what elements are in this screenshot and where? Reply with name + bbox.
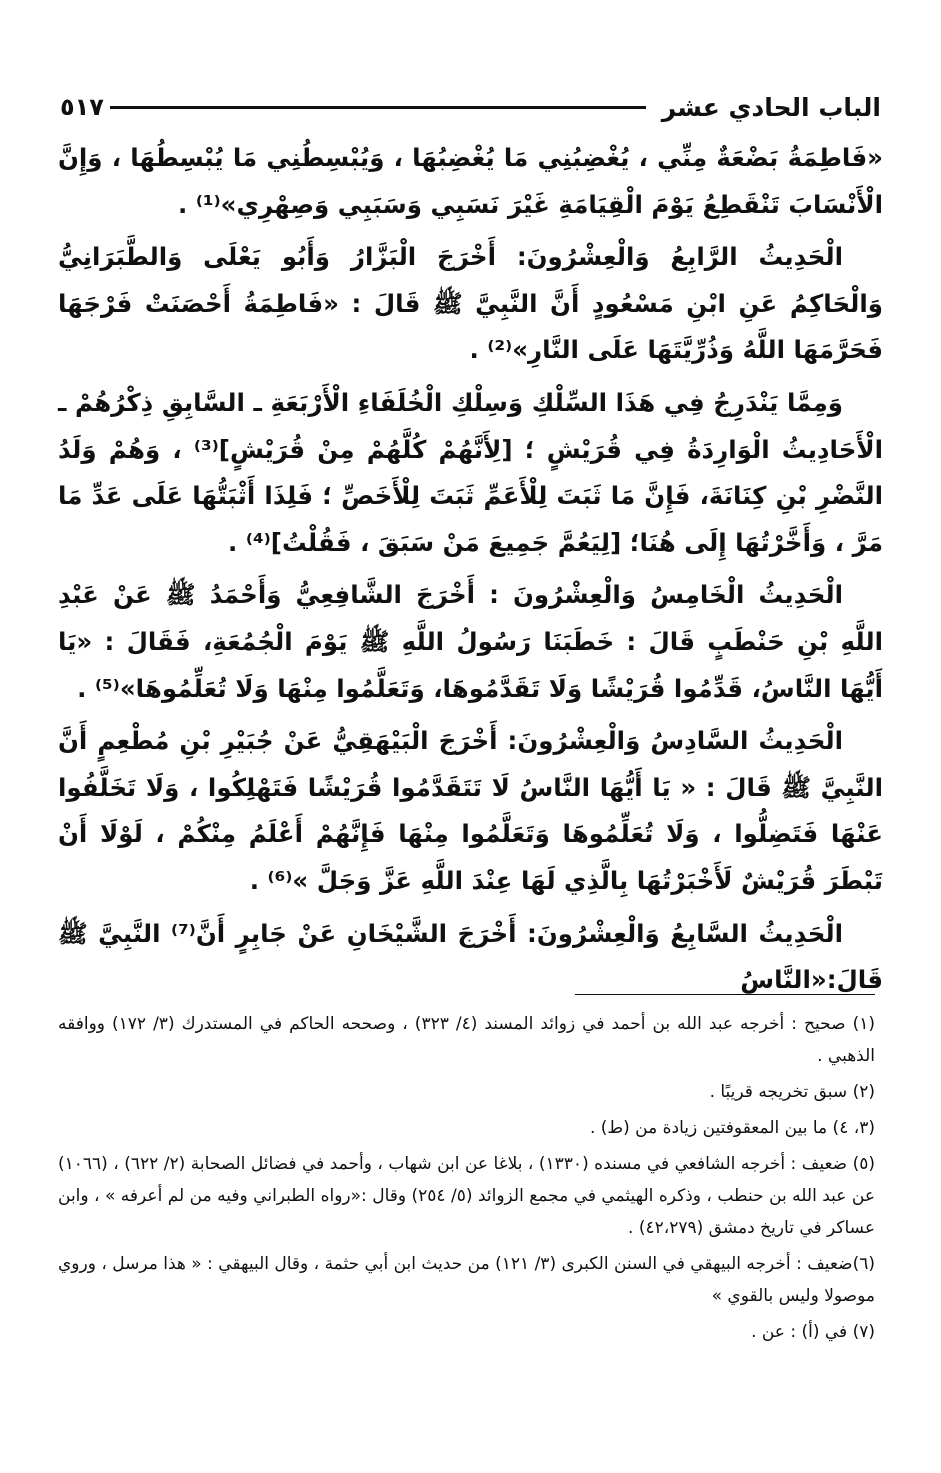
footnote: (١) صحيح : أخرجه عبد الله بن أحمد في زوائد المسند (٤/ ٣٢٣) ، وصححه الحاكم في المستدرك (٣/ ١٧٢) ووافقه الذهبي .: [58, 1014, 875, 1066]
page-number: ٥١٧: [60, 93, 104, 121]
footnote: (٥) ضعيف : أخرجه الشافعي في مسنده (١٣٣٠) ، بلاغا عن ابن شهاب ، وأحمد في فضائل الصحابة (٢/ ٦٢٢) ، (١٠٦٦) عن عبد الله بن حنطب ، وذكره الهيثمي في مجمع الزوائد (٥/ ٢٥٤) وقال :«رواه الطبراني وفيه من لم أعرفه » ، وابن عساكر في تاريخ دمشق (٤٢،٢٧٩) .: [58, 1154, 876, 1238]
footnotes: [58, 1008, 875, 1352]
footnote: (٧) في (أ) : عن .: [751, 1322, 875, 1342]
footnote: (٣، ٤) ما بين المعقوفتين زيادة من (ط) .: [589, 1118, 875, 1138]
footnote-divider: [575, 994, 875, 995]
paragraph: الْحَدِيثُ الْخَامِسُ وَالْعِشْرُونَ : أَخْرَجَ الشَّافِعِيُّ وَأَحْمَدُ ﷺ عَنْ عَبْدِ اللَّهِ بْنِ حَنْطَبٍ قَالَ : خَطَبَنَا رَسُولُ اللَّهِ ﷺ يَوْمَ الْجُمُعَةِ، فَقَالَ : «يَا أَيُّهَا النَّاسُ، قَدِّمُوا قُرَيْشًا وَلَا تَقَدَّمُوهَا، وَتَعَلَّمُوا مِنْهَا وَلَا تُعَلِّمُوهَا»⁽⁵⁾ .: [58, 580, 883, 703]
paragraph: الْحَدِيثُ السَّادِسُ وَالْعِشْرُونَ: أَخْرَجَ الْبَيْهَقِيُّ عَنْ جُبَيْرِ بْنِ مُطْعِمٍ أَنَّ النَّبِيَّ ﷺ قَالَ : « يَا أَيُّهَا النَّاسُ لَا تَتَقَدَّمُوا قُرَيْشًا فَتَهْلِكُوا ، وَلَا تَخَلَّفُوا عَنْهَا فَتَضِلُّوا ، وَلَا تُعَلِّمُوهَا وَتَعَلَّمُوا مِنْهَا فَإِنَّهُمْ أَعْلَمُ مِنْكُمْ ، لَوْلَا أَنْ تَبْطَرَ قُرَيْشٌ لَأَخْبَرْتُهَا بِالَّذِي لَهَا عِنْدَ اللَّهِ عَزَّ وَجَلَّ »⁽⁶⁾ .: [58, 726, 883, 895]
running-header: [60, 92, 881, 122]
paragraph: الْحَدِيثُ الرَّابِعُ وَالْعِشْرُونَ: أَخْرَجَ الْبَزَّارُ وَأَبُو يَعْلَى وَالطَّبَرَانِيُّ وَالْحَاكِمُ عَنِ ابْنِ مَسْعُودٍ أَنَّ النَّبِيَّ ﷺ قَالَ : «فَاطِمَةُ أَحْصَنَتْ فَرْجَهَا فَحَرَّمَهَا اللَّهُ وَذُرِّيَّتَهَا عَلَى النَّارِ»⁽²⁾ .: [58, 242, 883, 365]
main-text: [58, 135, 883, 1010]
chapter-title: الباب الحادي عشر: [661, 92, 881, 122]
paragraph: وَمِمَّا يَنْدَرِجُ فِي هَذَا السِّلْكِ وَسِلْكِ الْخُلَفَاءِ الْأَرْبَعَةِ ـ السَّابِقِ ذِكْرُهُمْ ـ الْأَحَادِيثُ الْوَارِدَةُ فِي قُرَيْشٍ ؛ [لِأَنَّهُمْ كُلَّهُمْ مِنْ قُرَيْشٍ]⁽³⁾ ، وَهُمْ وَلَدُ النَّضْرِ بْنِ كِنَانَةَ، فَإِنَّ مَا ثَبَتَ لِلْأَعَمِّ ثَبَتَ لِلْأَخَصِّ ؛ فَلِذَا أَثْبَتُّهَا عَلَى عَدِّ مَا مَرَّ ، وَأَخَّرْتُهَا إِلَى هُنَا؛ [لِيَعُمَّ جَمِيعَ مَنْ سَبَقَ ، فَقُلْتُ]⁽⁴⁾ .: [58, 387, 883, 557]
footnote: (٢) سبق تخريجه قريبًا .: [709, 1082, 875, 1102]
footnote: (٦)ضعيف : أخرجه البيهقي في السنن الكبرى (٣/ ١٢١) من حديث ابن أبي حثمة ، وقال البيهقي : « هذا مرسل ، وروي موصولا وليس بالقوي »: [58, 1254, 875, 1306]
paragraph: «فَاطِمَةُ بَضْعَةٌ مِنِّي ، يُغْضِبُنِي مَا يُغْضِبُهَا ، وَيُبْسِطُنِي مَا يُبْسِطُهَا ، وَإِنَّ الْأَنْسَابَ تَنْقَطِعُ يَوْمَ الْقِيَامَةِ غَيْرَ نَسَبِي وَسَبَبِي وَصِهْرِي»⁽¹⁾ .: [58, 143, 883, 219]
paragraph: الْحَدِيثُ السَّابِعُ وَالْعِشْرُونَ: أَخْرَجَ الشَّيْخَانِ عَنْ جَابِرٍ أَنَّ⁽⁷⁾ النَّبِيَّ ﷺ قَالَ:«النَّاسُ: [58, 918, 883, 995]
header-rule: [110, 106, 646, 109]
